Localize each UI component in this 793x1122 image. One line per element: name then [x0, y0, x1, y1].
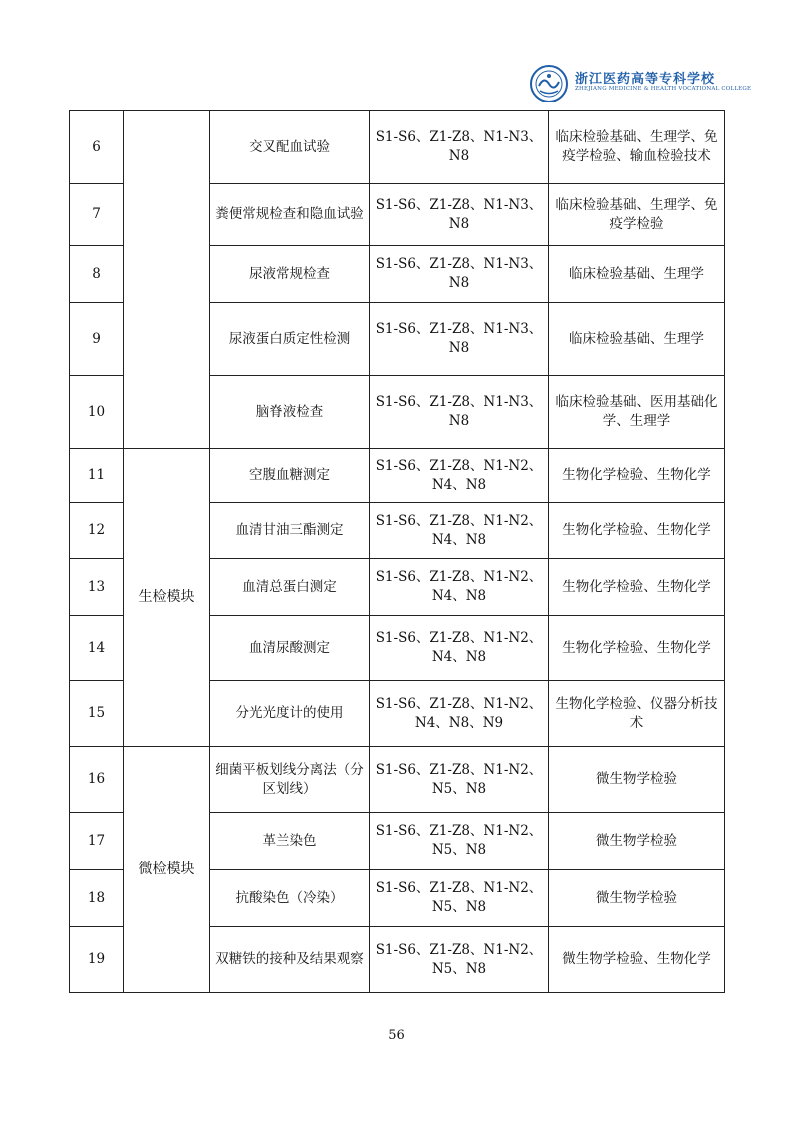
row-number: 11 — [70, 449, 124, 503]
codes-cell: S1-S6、Z1-Z8、N1-N3、N8 — [370, 246, 549, 303]
courses-cell: 生物化学检验、生物化学 — [549, 503, 725, 559]
page-number: 56 — [388, 1028, 405, 1043]
row-number: 10 — [70, 376, 124, 449]
item-cell: 交叉配血试验 — [210, 111, 370, 184]
courses-cell: 临床检验基础、生理学、免疫学检验、输血检验技术 — [549, 111, 725, 184]
item-cell: 粪便常规检查和隐血试验 — [210, 184, 370, 246]
item-cell: 空腹血糖测定 — [210, 449, 370, 503]
item-cell: 抗酸染色（冷染） — [210, 870, 370, 927]
codes-cell: S1-S6、Z1-Z8、N1-N2、N5、N8 — [370, 927, 549, 993]
table-row — [70, 449, 725, 503]
courses-cell: 临床检验基础、生理学 — [549, 303, 725, 376]
codes-cell: S1-S6、Z1-Z8、N1-N3、N8 — [370, 303, 549, 376]
courses-cell: 生物化学检验、生物化学 — [549, 559, 725, 616]
item-cell: 血清甘油三酯测定 — [210, 503, 370, 559]
item-cell: 细菌平板划线分离法（分区划线） — [210, 747, 370, 813]
item-cell: 双糖铁的接种及结果观察 — [210, 927, 370, 993]
college-name-en: ZHEJIANG MEDICINE & HEALTH VOCATIONAL COLLEGE — [575, 86, 752, 92]
item-cell: 分光光度计的使用 — [210, 681, 370, 747]
courses-cell: 临床检验基础、生理学 — [549, 246, 725, 303]
item-cell: 血清尿酸测定 — [210, 616, 370, 681]
codes-cell: S1-S6、Z1-Z8、N1-N2、N4、N8、N9 — [370, 681, 549, 747]
table-row — [70, 747, 725, 813]
course-table — [69, 110, 725, 993]
table-row — [70, 111, 725, 184]
codes-cell: S1-S6、Z1-Z8、N1-N2、N4、N8 — [370, 503, 549, 559]
codes-cell: S1-S6、Z1-Z8、N1-N2、N4、N8 — [370, 616, 549, 681]
item-cell: 脑脊液检查 — [210, 376, 370, 449]
module-cell: 生检模块 — [124, 449, 210, 747]
courses-cell: 微生物学检验 — [549, 747, 725, 813]
row-number: 15 — [70, 681, 124, 747]
row-number: 7 — [70, 184, 124, 246]
codes-cell: S1-S6、Z1-Z8、N1-N2、N4、N8 — [370, 449, 549, 503]
row-number: 9 — [70, 303, 124, 376]
courses-cell: 临床检验基础、生理学、免疫学检验 — [549, 184, 725, 246]
courses-cell: 生物化学检验、生物化学 — [549, 616, 725, 681]
row-number: 12 — [70, 503, 124, 559]
courses-cell: 生物化学检验、生物化学 — [549, 449, 725, 503]
codes-cell: S1-S6、Z1-Z8、N1-N3、N8 — [370, 184, 549, 246]
row-number: 17 — [70, 813, 124, 870]
row-number: 19 — [70, 927, 124, 993]
row-number: 8 — [70, 246, 124, 303]
courses-cell: 微生物学检验 — [549, 870, 725, 927]
college-name: 浙江医药高等专科学校 — [575, 72, 716, 87]
codes-cell: S1-S6、Z1-Z8、N1-N2、N5、N8 — [370, 747, 549, 813]
module-cell — [124, 111, 210, 449]
row-number: 14 — [70, 616, 124, 681]
codes-cell: S1-S6、Z1-Z8、N1-N2、N5、N8 — [370, 813, 549, 870]
item-cell: 革兰染色 — [210, 813, 370, 870]
item-cell: 尿液常规检查 — [210, 246, 370, 303]
codes-cell: S1-S6、Z1-Z8、N1-N3、N8 — [370, 376, 549, 449]
module-cell: 微检模块 — [124, 747, 210, 993]
row-number: 13 — [70, 559, 124, 616]
row-number: 16 — [70, 747, 124, 813]
codes-cell: S1-S6、Z1-Z8、N1-N3、N8 — [370, 111, 549, 184]
row-number: 18 — [70, 870, 124, 927]
courses-cell: 生物化学检验、仪器分析技术 — [549, 681, 725, 747]
courses-cell: 微生物学检验、生物化学 — [549, 927, 725, 993]
item-cell: 血清总蛋白测定 — [210, 559, 370, 616]
row-number: 6 — [70, 111, 124, 184]
codes-cell: S1-S6、Z1-Z8、N1-N2、N5、N8 — [370, 870, 549, 927]
item-cell: 尿液蛋白质定性检测 — [210, 303, 370, 376]
courses-cell: 临床检验基础、医用基础化学、生理学 — [549, 376, 725, 449]
courses-cell: 微生物学检验 — [549, 813, 725, 870]
codes-cell: S1-S6、Z1-Z8、N1-N2、N4、N8 — [370, 559, 549, 616]
